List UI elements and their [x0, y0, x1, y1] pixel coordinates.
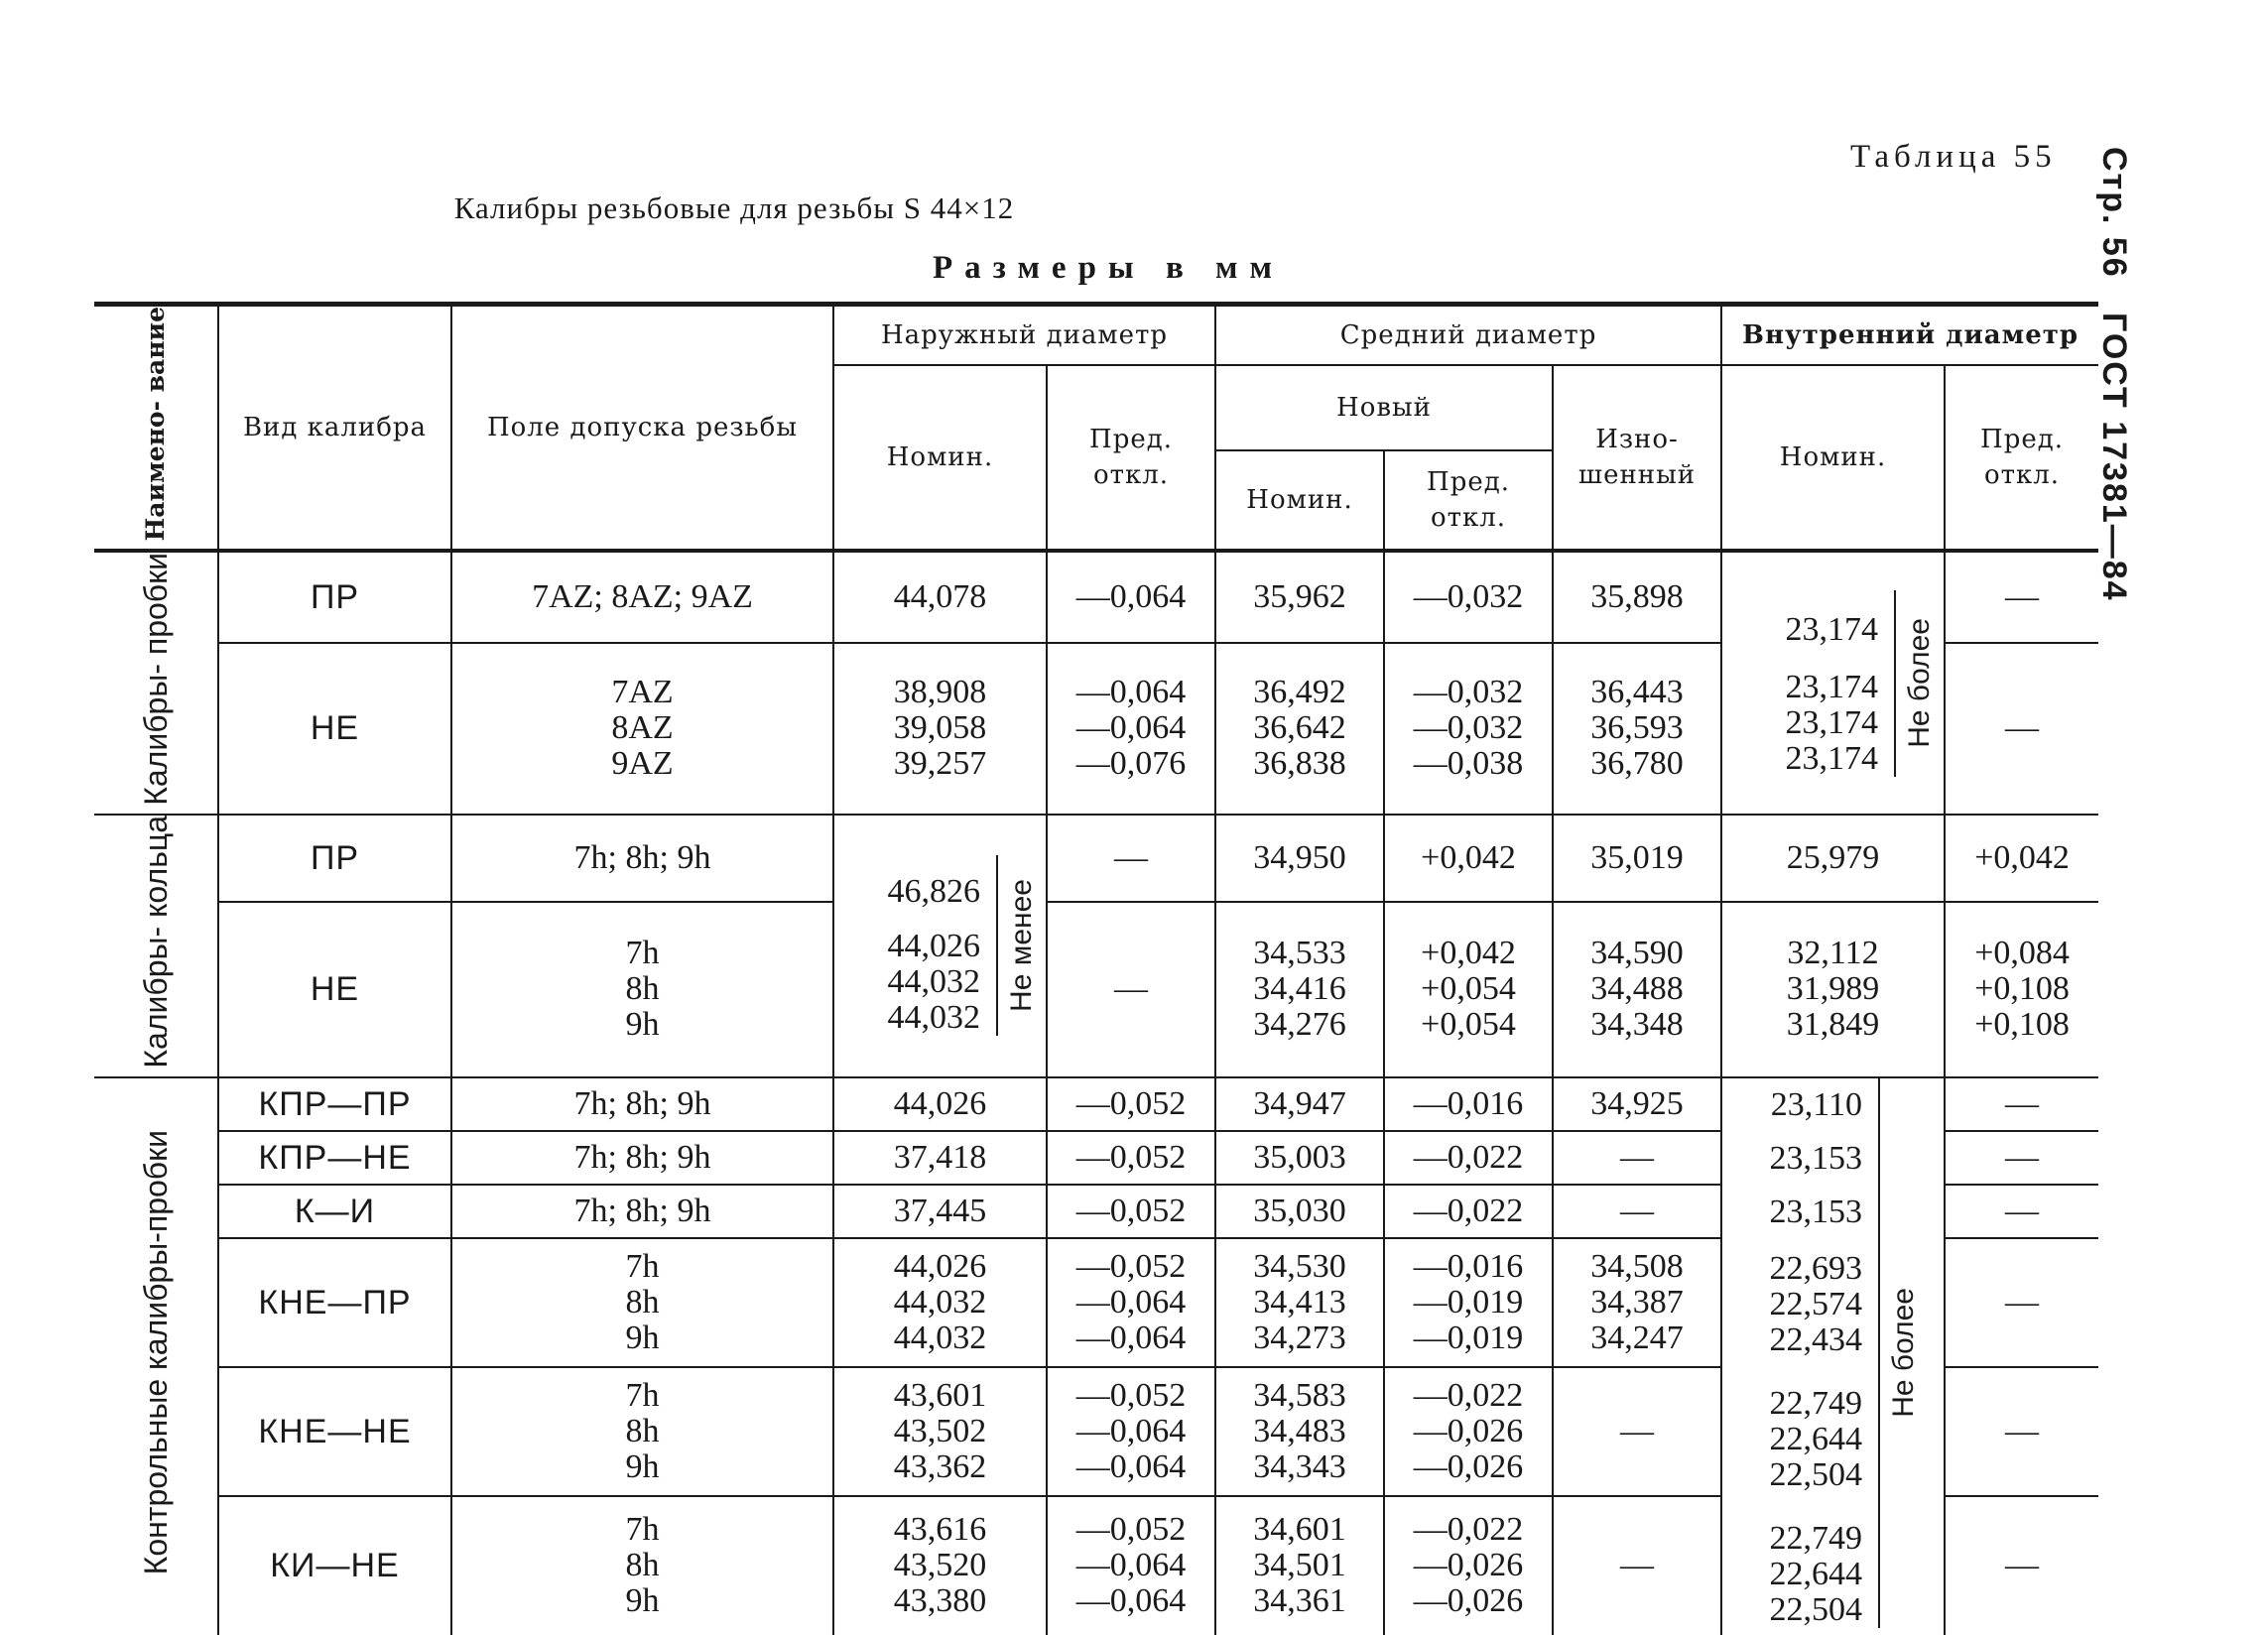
- outer-nominal: 46,826: [887, 873, 980, 911]
- mean-deviation-header: Пред. откл.: [1384, 450, 1553, 551]
- mean-nominal: 35,003: [1215, 1131, 1384, 1185]
- col-outer-diameter-header: Наружный диаметр: [833, 305, 1215, 366]
- outer-deviation: —0,052: [1047, 1185, 1215, 1238]
- group-control: Контрольные калибры-пробки: [138, 1130, 174, 1575]
- tolerance-cell: 7h 8h 9h: [451, 1367, 833, 1496]
- inner-nominal: 23,110: [1770, 1085, 1863, 1123]
- mean-worn: 34,590 34,488 34,348: [1553, 902, 1721, 1077]
- inner-nominal: 22,504: [1769, 1590, 1863, 1628]
- mean-nominal: 34,950: [1215, 815, 1384, 901]
- inner-nominal: 23,174: [1785, 739, 1879, 777]
- inner-deviation-header: Пред. откл.: [1945, 365, 2098, 551]
- outer-nominal: 44,078: [833, 551, 1047, 642]
- gauge-type: КПР—ПР: [218, 1077, 451, 1131]
- inner-nominal-plugs: [1721, 551, 1945, 815]
- inner-deviation: —: [1945, 551, 2098, 642]
- mean-worn: 35,898: [1553, 551, 1721, 642]
- tolerance-cell: 7h 8h 9h: [451, 1496, 833, 1635]
- mean-deviation: —0,022 —0,026 —0,026: [1384, 1367, 1553, 1496]
- tolerance-cell: 7AZ 8AZ 9AZ: [451, 643, 833, 815]
- inner-deviation: —: [1945, 643, 2098, 815]
- note-not-less: Не менее: [996, 855, 1046, 1036]
- inner-nominal: 22,504: [1769, 1455, 1863, 1493]
- table-number: Таблица 55: [1850, 139, 2057, 175]
- inner-nominal: 23,174: [1785, 610, 1879, 648]
- tolerance-cell: 7h; 8h; 9h: [451, 1185, 833, 1238]
- inner-nominal: 22,434: [1769, 1321, 1863, 1358]
- mean-worn: —: [1553, 1131, 1721, 1185]
- outer-nominal: 37,418: [833, 1131, 1047, 1185]
- inner-deviation: —: [1945, 1367, 2098, 1496]
- gauge-type: КНЕ—ПР: [218, 1238, 451, 1367]
- units-caption: Размеры в мм: [933, 250, 1284, 286]
- outer-nominal-header: Номин.: [833, 365, 1047, 551]
- mean-deviation: +0,042 +0,054 +0,054: [1384, 902, 1553, 1077]
- outer-nominal: 44,032: [887, 999, 980, 1037]
- outer-nominal-rings: [833, 815, 1047, 1077]
- tolerance-cell: 7AZ; 8AZ; 9AZ: [451, 551, 833, 642]
- col-gauge-type-header: Вид калибра: [218, 305, 451, 552]
- inner-deviation: +0,042: [1945, 815, 2098, 901]
- inner-nominal: 23,153: [1769, 1193, 1863, 1230]
- outer-nominal: 44,026 44,032 44,032: [833, 1238, 1047, 1367]
- inner-deviation: —: [1945, 1131, 2098, 1185]
- mean-worn: 35,019: [1553, 815, 1721, 901]
- mean-worn: —: [1553, 1367, 1721, 1496]
- outer-deviation: —0,052 —0,064 —0,064: [1047, 1367, 1215, 1496]
- side-page: Стр. 56: [2095, 147, 2133, 279]
- gauge-type: КИ—НЕ: [218, 1496, 451, 1635]
- inner-nominal: 22,749: [1769, 1384, 1863, 1422]
- inner-nominal: 23,174: [1785, 703, 1879, 741]
- mean-nominal: 34,533 34,416 34,276: [1215, 902, 1384, 1077]
- inner-deviation: —: [1945, 1185, 2098, 1238]
- group-rings: Калибры- кольца: [94, 815, 218, 1077]
- mean-deviation: —0,032 —0,032 —0,038: [1384, 643, 1553, 815]
- mean-nominal: 34,601 34,501 34,361: [1215, 1496, 1384, 1635]
- mean-new-header: Новый: [1215, 365, 1553, 450]
- outer-nominal: 43,616 43,520 43,380: [833, 1496, 1047, 1635]
- inner-nominal: 23,174: [1785, 668, 1879, 705]
- mean-deviation: —0,022: [1384, 1131, 1553, 1185]
- gauge-type: К—И: [218, 1185, 451, 1238]
- mean-deviation: —0,032: [1384, 551, 1553, 642]
- outer-deviation: —0,064 —0,064 —0,076: [1047, 643, 1215, 815]
- side-standard: ГОСТ 17381—84: [2095, 313, 2133, 602]
- inner-nominal: 22,749: [1769, 1519, 1863, 1557]
- mean-deviation: +0,042: [1384, 815, 1553, 901]
- outer-deviation: —0,052 —0,064 —0,064: [1047, 1238, 1215, 1367]
- inner-deviation: —: [1945, 1077, 2098, 1131]
- outer-deviation: —: [1047, 902, 1215, 1077]
- outer-nominal: 44,026: [887, 928, 980, 965]
- gauge-table: [94, 302, 2098, 1635]
- col-name-header: Наимено- вание: [94, 305, 218, 552]
- inner-nominal: 23,153: [1769, 1139, 1863, 1177]
- outer-deviation: —0,064: [1047, 551, 1215, 642]
- gauge-type: ПР: [218, 551, 451, 642]
- col-tolerance-header: Поле допуска резьбы: [451, 305, 833, 552]
- mean-worn-header: Изно- шенный: [1553, 365, 1721, 551]
- outer-deviation: —0,052: [1047, 1077, 1215, 1131]
- inner-nominal: 22,693: [1769, 1249, 1863, 1287]
- mean-nominal: 34,530 34,413 34,273: [1215, 1238, 1384, 1367]
- inner-nominal: 22,574: [1769, 1285, 1863, 1322]
- inner-nominal-control: [1721, 1077, 1945, 1635]
- col-inner-diameter-header: Внутренний диаметр: [1721, 305, 2098, 366]
- outer-deviation-header: Пред. откл.: [1047, 365, 1215, 551]
- outer-nominal: 43,601 43,502 43,362: [833, 1367, 1047, 1496]
- mean-deviation: —0,016 —0,019 —0,019: [1384, 1238, 1553, 1367]
- outer-nominal: 38,908 39,058 39,257: [833, 643, 1047, 815]
- outer-nominal: 37,445: [833, 1185, 1047, 1238]
- outer-nominal: 44,032: [887, 963, 980, 1001]
- mean-nominal-header: Номин.: [1215, 450, 1384, 551]
- inner-nominal: 32,112 31,989 31,849: [1721, 902, 1945, 1077]
- mean-nominal: 34,947: [1215, 1077, 1384, 1131]
- inner-nominal: 22,644: [1769, 1420, 1863, 1457]
- tolerance-cell: 7h 8h 9h: [451, 1238, 833, 1367]
- gauge-type: НЕ: [218, 643, 451, 815]
- mean-worn: 34,925: [1553, 1077, 1721, 1131]
- outer-deviation: —: [1047, 815, 1215, 901]
- table-title: Калибры резьбовые для резьбы S 44×12: [453, 190, 1015, 225]
- outer-deviation: —0,052: [1047, 1131, 1215, 1185]
- gauge-type: КПР—НЕ: [218, 1131, 451, 1185]
- tolerance-cell: 7h; 8h; 9h: [451, 1131, 833, 1185]
- outer-nominal: 44,026: [833, 1077, 1047, 1131]
- mean-nominal: 35,030: [1215, 1185, 1384, 1238]
- inner-nominal: 22,644: [1769, 1555, 1863, 1592]
- mean-deviation: —0,016: [1384, 1077, 1553, 1131]
- group-plugs: Калибры- пробки: [94, 551, 218, 815]
- mean-nominal: 34,583 34,483 34,343: [1215, 1367, 1384, 1496]
- tolerance-cell: 7h; 8h; 9h: [451, 815, 833, 901]
- mean-nominal: 35,962: [1215, 551, 1384, 642]
- outer-deviation: —0,052 —0,064 —0,064: [1047, 1496, 1215, 1635]
- inner-deviation: —: [1945, 1238, 2098, 1367]
- note-not-more: Не более: [1878, 1078, 1944, 1628]
- mean-deviation: —0,022: [1384, 1185, 1553, 1238]
- gauge-type: КНЕ—НЕ: [218, 1367, 451, 1496]
- mean-worn: —: [1553, 1496, 1721, 1635]
- mean-worn: 34,508 34,387 34,247: [1553, 1238, 1721, 1367]
- gauge-type: НЕ: [218, 902, 451, 1077]
- inner-deviation: +0,084 +0,108 +0,108: [1945, 902, 2098, 1077]
- note-not-more: Не более: [1894, 590, 1944, 777]
- tolerance-cell: 7h; 8h; 9h: [451, 1077, 833, 1131]
- mean-nominal: 36,492 36,642 36,838: [1215, 643, 1384, 815]
- inner-nominal-header: Номин.: [1721, 365, 1945, 551]
- mean-worn: 36,443 36,593 36,780: [1553, 643, 1721, 815]
- gauge-type: ПР: [218, 815, 451, 901]
- col-mean-diameter-header: Средний диаметр: [1215, 305, 1721, 366]
- mean-deviation: —0,022 —0,026 —0,026: [1384, 1496, 1553, 1635]
- mean-worn: —: [1553, 1185, 1721, 1238]
- inner-nominal: 25,979: [1721, 815, 1945, 901]
- inner-deviation: —: [1945, 1496, 2098, 1635]
- tolerance-cell: 7h 8h 9h: [451, 902, 833, 1077]
